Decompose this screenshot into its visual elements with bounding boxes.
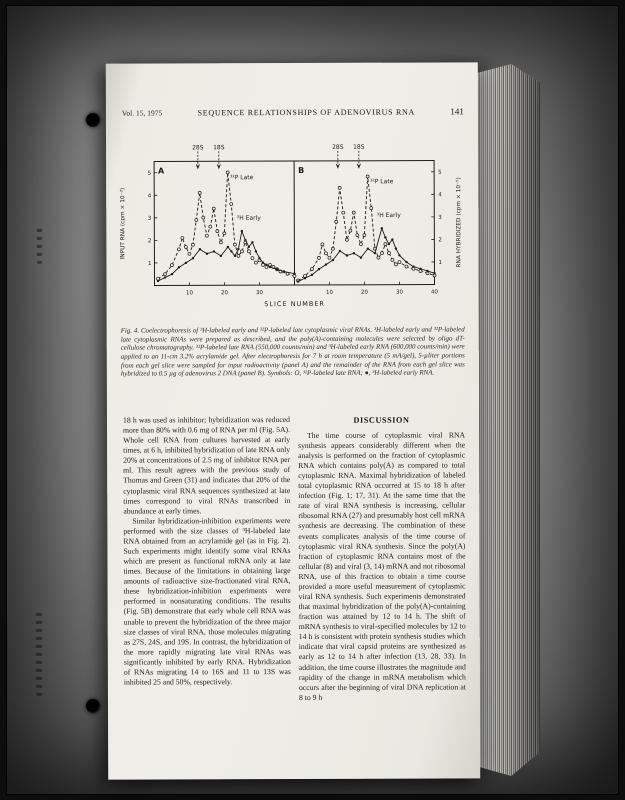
svg-text:28S: 28S bbox=[332, 143, 344, 151]
svg-text:SLICE NUMBER: SLICE NUMBER bbox=[264, 299, 325, 309]
svg-text:2: 2 bbox=[438, 237, 442, 244]
svg-text:1: 1 bbox=[147, 260, 152, 267]
svg-text:A: A bbox=[158, 166, 165, 176]
photo-background bbox=[6, 5, 619, 795]
spine-stamp-lower bbox=[36, 612, 42, 696]
figure-4-line-chart bbox=[112, 134, 473, 319]
svg-text:³²P Late: ³²P Late bbox=[369, 178, 394, 186]
svg-text:4: 4 bbox=[438, 192, 442, 199]
svg-text:5: 5 bbox=[438, 169, 442, 176]
left-text-column bbox=[123, 415, 291, 688]
page-number: 141 bbox=[450, 106, 464, 117]
svg-text:3: 3 bbox=[438, 214, 442, 221]
svg-text:³H Early: ³H Early bbox=[376, 211, 401, 220]
svg-text:18S: 18S bbox=[353, 143, 365, 151]
hole-punch-bottom bbox=[86, 699, 100, 713]
spine-stamp-upper bbox=[37, 224, 42, 264]
svg-text:INPUT RNA (cpm × 10⁻³): INPUT RNA (cpm × 10⁻³) bbox=[120, 187, 127, 260]
book-fore-edge bbox=[476, 64, 540, 776]
svg-text:10: 10 bbox=[326, 289, 334, 296]
svg-text:28S: 28S bbox=[192, 144, 204, 152]
body-paragraph: 18 h was used as inhibitor; hybridization was reduced more than 80% with 0.6 mg of RNA per ml (Fig. 5A). Whole cell RNA from cultures harvested at early times, at 6 h, inhibited hybridization of late RNA only 20% at concentrations of 2.5 mg of inhibitor RNA per ml. This result agrees with the previous study of Thomas and Green (31) and indicates that 20% of the cytoplasmic viral RNA sequences synthesized at late times correspond to viral RNAs transcribed in abundance at early times. bbox=[122, 415, 291, 516]
svg-text:20: 20 bbox=[361, 289, 369, 296]
svg-text:2: 2 bbox=[147, 238, 152, 245]
svg-text:40: 40 bbox=[431, 289, 439, 296]
right-text-column bbox=[298, 414, 466, 702]
svg-text:B: B bbox=[298, 165, 305, 175]
svg-text:5: 5 bbox=[147, 170, 152, 177]
svg-text:10: 10 bbox=[186, 290, 194, 297]
svg-text:30: 30 bbox=[256, 290, 264, 297]
book-page bbox=[106, 62, 480, 779]
volume-date: Vol. 15, 1975 bbox=[121, 108, 163, 118]
svg-text:³H Early: ³H Early bbox=[236, 214, 261, 222]
svg-text:20: 20 bbox=[221, 290, 229, 297]
svg-text:3: 3 bbox=[147, 215, 152, 222]
svg-text:18S: 18S bbox=[213, 144, 225, 152]
page-header bbox=[122, 106, 464, 117]
svg-text:1: 1 bbox=[438, 259, 442, 266]
body-paragraph: Similar hybridization-inhibition experiments were performed with the size classes of ³H-labeled late RNA obtained from an acrylamide gel (as in Fig. 2). Such experiments might identify some viral RNAs which are present as functional mRNA only at late times. Because of the limitations in obtaining large amounts of radioactive size-fractionated viral RNA, these hybridization-inhibition experiments were performed in nonsaturating conditions. The results (Fig. 5B) demonstrate that early whole cell RNA was unable to prevent the hybridization of the three major size classes of viral RNA, those molecules migrating as 27S, 24S, and 19S. In contrast, the hybridization of the more rapidly migrating late viral RNAs was significantly inhibited by early RNA. Hybridization of RNAs migrating 14 to 16S and 11 to 13S was inhibited 25 and 50%, respectively. bbox=[123, 515, 291, 687]
svg-text:30: 30 bbox=[396, 289, 404, 296]
figure-caption: Fig. 4. Coelectrophoresis of ³H-labeled early and ³²P-labeled late cytoplasmic viral RNAs. ³H-labeled early and ³²P-labeled late cytoplasmic RNAs were prepared as described, and the poly(A)-containing molecules were selected by oligo dT-cellulose chromatography. ³²P-labeled late RNA (550,000 counts/min) and ³H-labeled early RNA (600,000 counts/min) were applied to an 11-cm 3.2% acrylamide gel. After electrophoresis for 7 h at room temperature (5 mA/gel), 5-µliter portions from each gel slice were sampled for input radioactivity (panel A) and the remainder of the RNA from each gel slice was hybridized to 0.5 µg of adenovirus 2 DNA (panel B). Symbols: O, ³²P-labeled late RNA; ●, ³H-labeled early RNA. bbox=[120, 326, 465, 379]
body-paragraph: The time course of cytoplasmic viral RNA synthesis appears considerably different when the analysis is performed on the fraction of cytoplasmic RNA which contains poly(A) as compared to total cytoplasmic RNA. Maximal hybridization of labeled total cytoplasmic RNA occurred at 15 to 18 h after infection (Fig. 1; 17, 31). At the same time that the rate of viral RNA synthesis is increasing, cellular ribosomal RNA (27) and presumably host cell mRNA synthesis are decreasing. The combination of these events complicates analysis of the time course of cytoplasmic viral RNA synthesis. Since the poly(A) fraction of cytoplasmic RNA contains most of the cellular (8) and viral (3, 14) mRNA and not ribosomal RNA, use of this fraction to obtain a time course provided a more useful measurement of cytoplasmic viral RNA synthesis. Such experiments demonstrated that maximal hybridization of the poly(A)-containing fraction was attained by 12 to 14 h. The shift of mRNA synthesis to viral-specified molecules by 12 to 14 h is consistent with protein synthesis studies which indicate that viral capsid proteins are synthesized as early as 12 to 14 h after infection (13, 28, 33). In addition, the time course illustrates the magnitude and rapidity of the change in mRNA metabolism which occurs after the beginning of viral DNA replication at 8 to 9 h bbox=[298, 430, 466, 702]
running-title: SEQUENCE RELATIONSHIPS OF ADENOVIRUS RNA bbox=[197, 107, 416, 118]
svg-text:³²P Late: ³²P Late bbox=[229, 174, 254, 182]
svg-text:RNA HYBRIDIZED (cpm × 10⁻⁵): RNA HYBRIDIZED (cpm × 10⁻⁵) bbox=[456, 177, 463, 268]
svg-text:4: 4 bbox=[147, 193, 152, 200]
hole-punch-top bbox=[86, 113, 100, 127]
discussion-heading: DISCUSSION bbox=[353, 415, 410, 425]
